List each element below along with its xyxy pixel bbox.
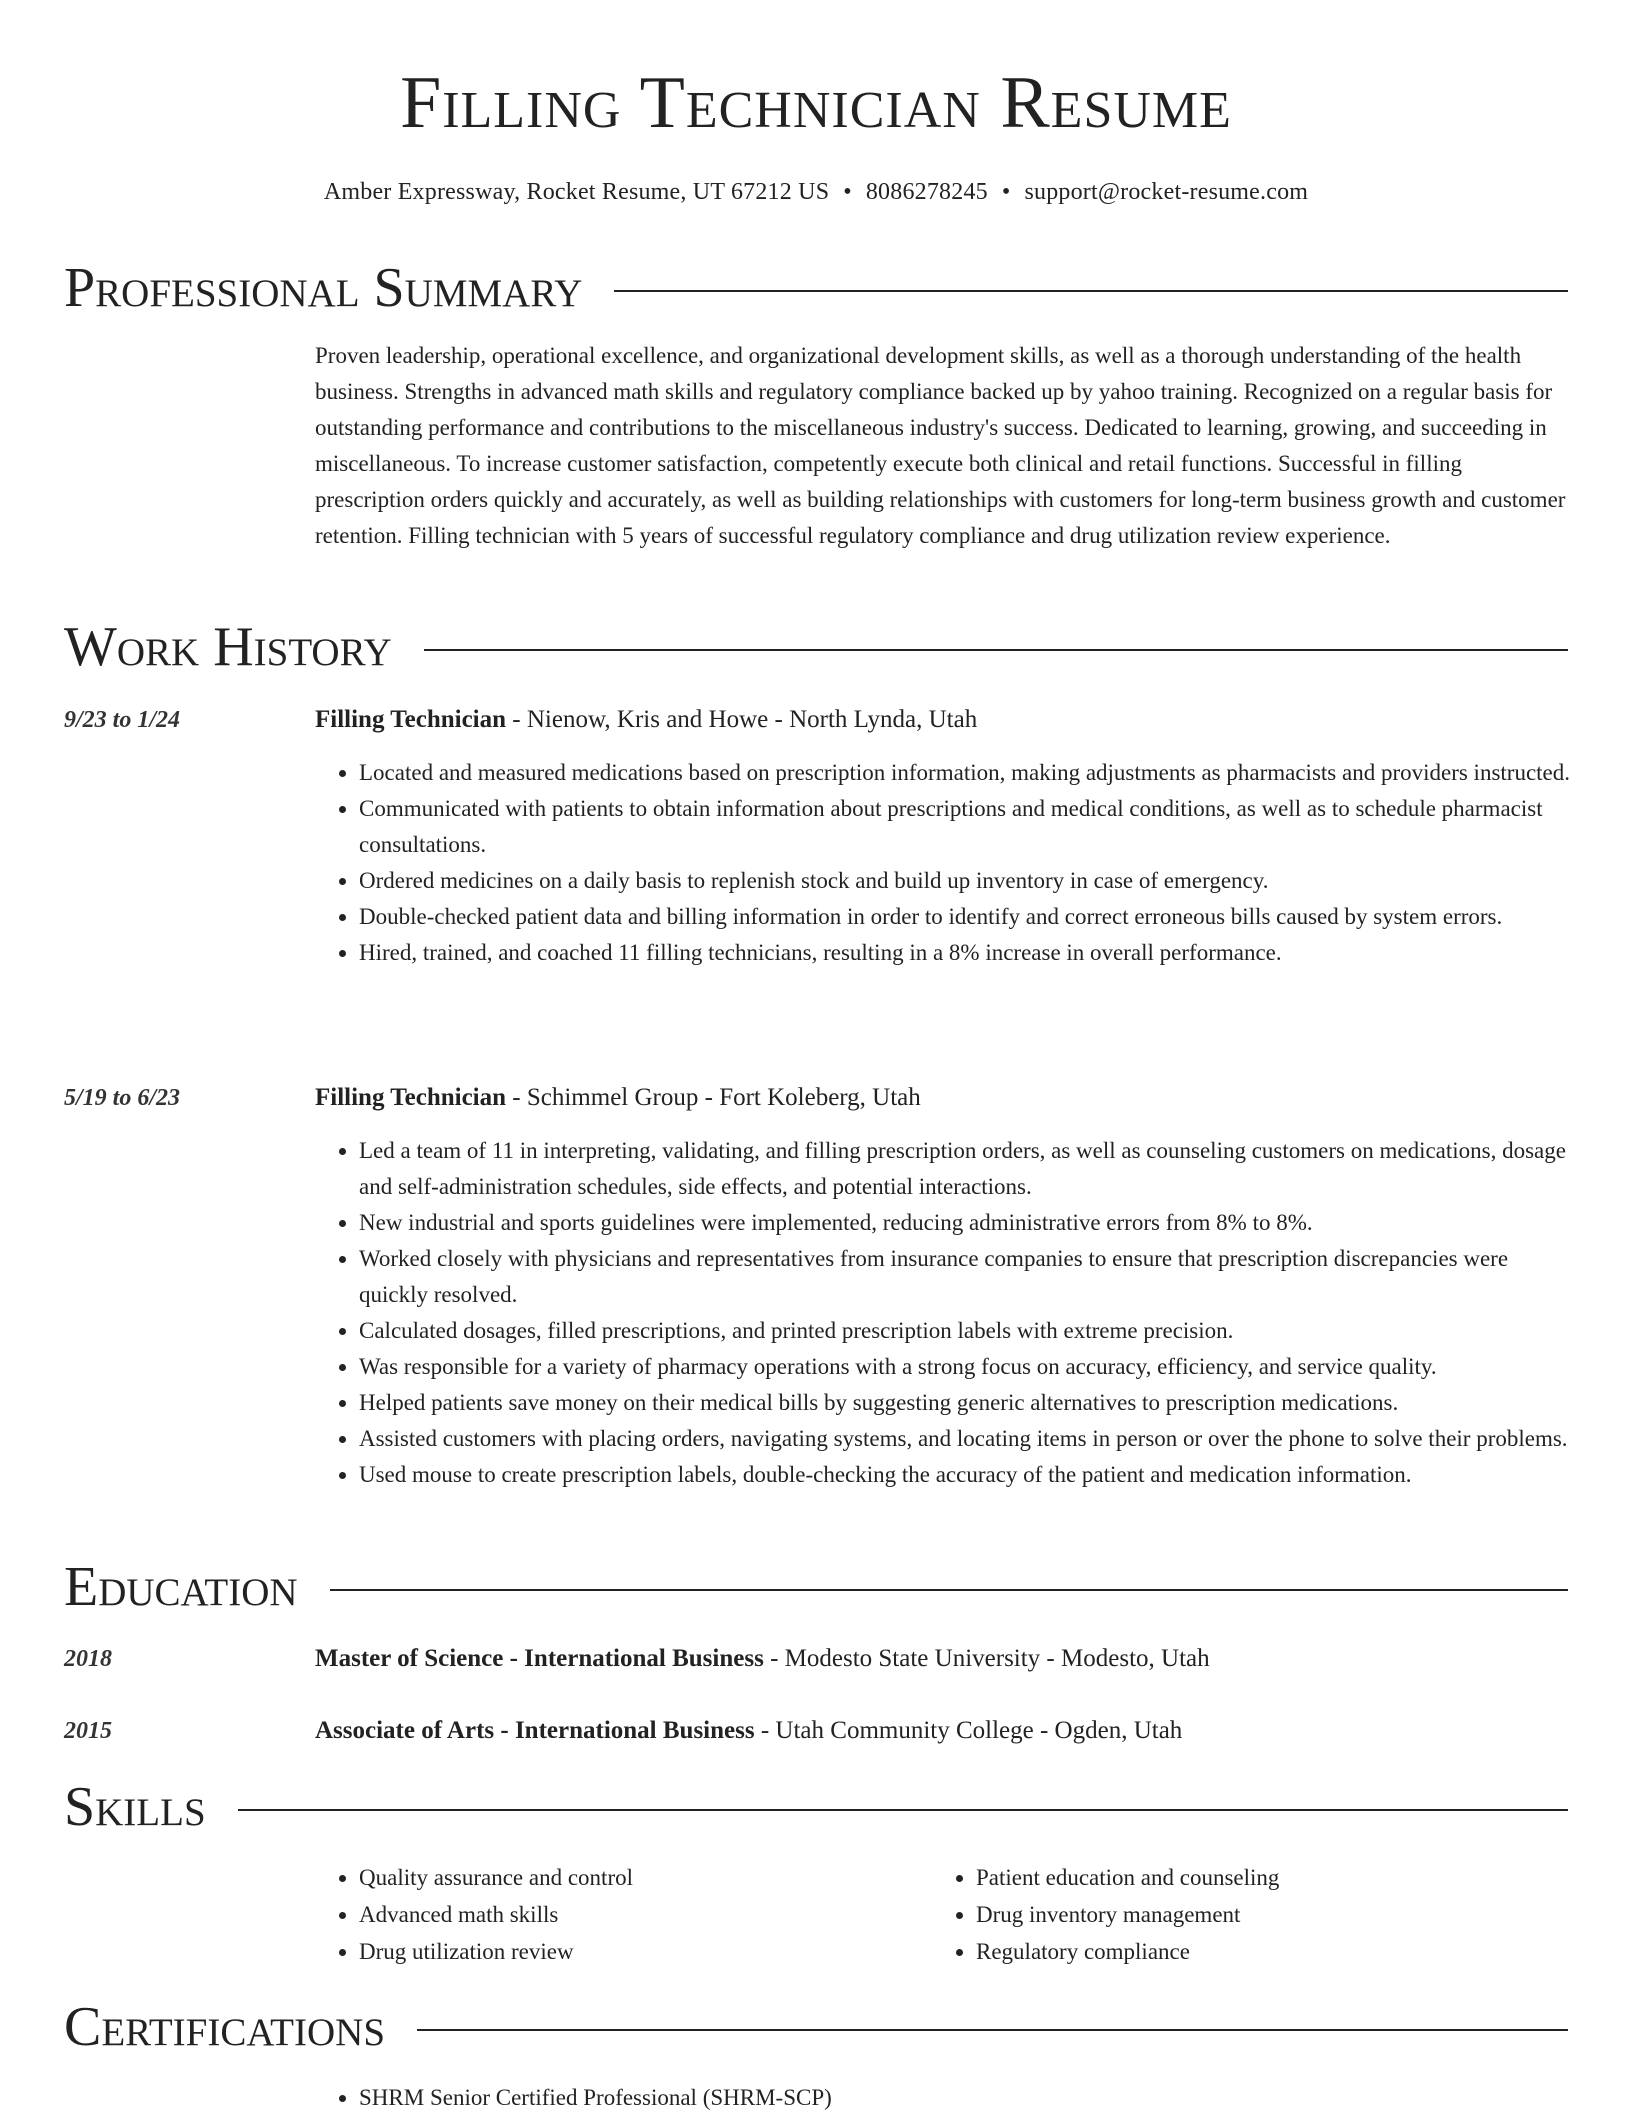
job-bullets [315, 755, 1570, 971]
list-item: • Ordered medicines on a daily basis to replenish stock and build up inventory in case of emergency. [359, 863, 1570, 899]
job-details: - Schimmel Group - Fort Koleberg, Utah [506, 1084, 921, 1111]
section-work-history [64, 615, 1568, 679]
section-divider [614, 290, 1568, 292]
skills-list-left [315, 1859, 633, 1970]
section-certifications [64, 1995, 1568, 2059]
skill-item: • Advanced math skills [359, 1896, 633, 1933]
contact-separator: • [1001, 179, 1011, 205]
section-heading: Work History [64, 616, 392, 678]
list-item: • Located and measured medications based on prescription information, making adjustments as pharmacists and providers instructed. [359, 755, 1570, 791]
skill-item: • Drug inventory management [976, 1896, 1279, 1933]
list-item: • Calculated dosages, filled prescriptions, and printed prescription labels with extreme precision. [359, 1313, 1570, 1349]
skill-item: • Drug utilization review [359, 1933, 633, 1970]
contact-phone: 8086278245 [865, 179, 988, 205]
skill-item: • Regulatory compliance [976, 1933, 1279, 1970]
education-degree: Master of Science - International Business [315, 1645, 764, 1672]
skill-item: • Quality assurance and control [359, 1859, 633, 1896]
contact-line [0, 174, 1632, 210]
skills-list-right [932, 1859, 1279, 1970]
section-professional-summary [64, 256, 1568, 320]
resume-title: Filling Technician Resume [400, 62, 1232, 144]
job-header [315, 1080, 1570, 1116]
list-item: • Was responsible for a variety of pharmacy operations with a strong focus on accuracy, efficiency, and service quality. [359, 1349, 1570, 1385]
job-dates: 5/19 to 6/23 [64, 1085, 181, 1111]
contact-address: Amber Expressway, Rocket Resume, UT 67212 US [323, 179, 830, 205]
section-divider [424, 649, 1568, 651]
list-item: • Used mouse to create prescription labels, double-checking the accuracy of the patient and medication information. [359, 1457, 1570, 1493]
list-item: • Helped patients save money on their medical bills by suggesting generic alternatives to prescription medications. [359, 1385, 1570, 1421]
education-entry [315, 1713, 1570, 1749]
list-item: • Hired, trained, and coached 11 filling technicians, resulting in a 8% increase in overall performance. [359, 935, 1570, 971]
section-divider [330, 1589, 1568, 1591]
education-degree: Associate of Arts - International Business [315, 1717, 755, 1744]
contact-separator: • [843, 179, 852, 205]
section-heading: Professional Summary [64, 257, 583, 319]
list-item: • Led a team of 11 in interpreting, validating, and filling prescription orders, as well as counseling customers on medications, dosage and self-administration schedules, side effects, and potential interactions. [359, 1133, 1570, 1205]
list-item: • Double-checked patient data and billing information in order to identify and correct erroneous bills caused by system errors. [359, 899, 1570, 935]
list-item: • Worked closely with physicians and representatives from insurance companies to ensure that prescription discrepancies were quickly resolved. [359, 1241, 1570, 1313]
section-skills [64, 1775, 1568, 1839]
section-divider [238, 1809, 1568, 1811]
education-details: - Modesto State University - Modesto, Utah [763, 1645, 1210, 1672]
job-dates: 9/23 to 1/24 [64, 707, 181, 733]
list-item: • New industrial and sports guidelines were implemented, reducing administrative errors from 8% to 8%. [359, 1205, 1570, 1241]
certification-item: • SHRM Senior Certified Professional (SHRM-SCP) [359, 2079, 832, 2116]
section-heading: Skills [64, 1776, 206, 1838]
job-title: Filling Technician [315, 1084, 507, 1111]
education-year: 2015 [64, 1718, 112, 1744]
section-divider [417, 2029, 1568, 2031]
section-heading: Certifications [64, 1996, 386, 2058]
job-details: - Nienow, Kris and Howe - North Lynda, Utah [506, 706, 978, 733]
summary-text: Proven leadership, operational excellence, and organizational development skills, as well as a thorough understanding of the health business. Strengths in advanced math skills and regulatory compliance backed up by yahoo training. Recognized on a regular basis for outstanding performance and contributions to the miscellaneous industry's success. Dedicated to learning, growing, and succeeding in miscellaneous. To increase customer satisfaction, competently execute both clinical and retail functions. Successful in filling prescription orders quickly and accurately, as well as building relationships with customers for long-term business growth and customer retention. Filling technician with 5 years of successful regulatory compliance and drug utilization review experience. [315, 343, 1566, 548]
education-entry [315, 1641, 1570, 1677]
skill-item: • Patient education and counseling [976, 1859, 1279, 1896]
education-details: - Utah Community College - Ogden, Utah [754, 1717, 1183, 1744]
certifications-list [315, 2079, 832, 2116]
job-header [315, 702, 1570, 738]
section-education [64, 1555, 1568, 1619]
list-item: • Assisted customers with placing orders, navigating systems, and locating items in person or over the phone to solve their problems. [359, 1421, 1570, 1457]
contact-email: support@rocket-resume.com [1024, 179, 1309, 205]
education-year: 2018 [64, 1646, 112, 1672]
list-item: • Communicated with patients to obtain information about prescriptions and medical conditions, as well as to schedule pharmacist consultations. [359, 791, 1570, 863]
job-title: Filling Technician [315, 706, 507, 733]
section-heading: Education [64, 1556, 298, 1618]
job-bullets [315, 1133, 1570, 1493]
